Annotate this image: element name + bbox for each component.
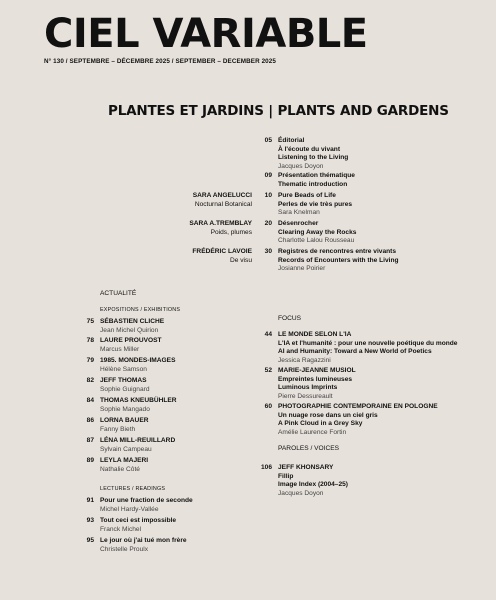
page-number: 91: [86, 497, 94, 504]
page-number: 60: [264, 403, 272, 410]
entry-subtitle: Thematic introduction: [278, 180, 348, 188]
entry-author: Josianne Poirier: [278, 265, 326, 273]
entry-subtitle: Listening to the Living: [278, 154, 349, 162]
entry-subtitle: AI and Humanity: Toward a New World of Poetics: [278, 348, 432, 356]
entry-subtitle: Image Index (2004–25): [278, 481, 349, 489]
entry-author: Amélie Laurence Fortin: [278, 428, 347, 436]
entry-author: Sara Knelman: [278, 209, 320, 217]
entry-author: Christelle Proulx: [100, 545, 149, 553]
entry-title: Le jour où j'ai tué mon frère: [100, 537, 187, 544]
entry-subtitle: Un nuage rose dans un ciel gris: [278, 411, 378, 419]
subsection-label: EXPOSITIONS / EXHIBITIONS: [100, 307, 181, 313]
page-number: 20: [264, 220, 272, 227]
entry-title: LORNA BAUER: [100, 417, 149, 424]
entry-title: Tout ceci est impossible: [100, 517, 177, 524]
entry-title: LEYLA MAJERI: [100, 457, 149, 464]
section-heading: FOCUS: [278, 315, 302, 322]
page-number: 84: [86, 397, 94, 404]
entry-author: Hélène Samson: [100, 365, 147, 373]
entry-author: Jacques Doyon: [278, 489, 324, 497]
entry-title: Éditorial: [278, 137, 305, 144]
entry-author: Jessica Ragazzini: [278, 356, 331, 364]
page-number: 95: [86, 537, 94, 544]
entry-author: Michel Hardy-Vallée: [100, 505, 159, 513]
entry-title: Présentation thématique: [278, 172, 355, 179]
page-number: 52: [264, 367, 272, 374]
entry-author: Jacques Doyon: [278, 162, 324, 170]
author-name: SARA ANGELUCCI: [192, 192, 252, 199]
entry-subtitle: Fillip: [278, 472, 294, 480]
feature-author-block: [132, 248, 252, 265]
page-number: 09: [264, 172, 272, 179]
page-number: 106: [260, 464, 272, 471]
page-number: 78: [86, 337, 94, 344]
entry-subtitle: Perles de vie très pures: [278, 200, 353, 208]
page-number: 75: [86, 318, 94, 325]
page-number: 86: [86, 417, 94, 424]
entry-subtitle: Luminous Imprints: [278, 384, 338, 392]
page-number: 10: [264, 192, 272, 199]
page-number: 30: [264, 248, 272, 255]
entry-author: Marcus Miller: [100, 345, 140, 353]
entry-subtitle: L'IA et l'humanité : pour une nouvelle poétique du monde: [278, 339, 458, 347]
entry-subtitle: A Pink Cloud in a Grey Sky: [278, 420, 363, 428]
author-work: De visu: [230, 256, 252, 264]
entry-title: PHOTOGRAPHIE CONTEMPORAINE EN POLOGNE: [278, 403, 438, 410]
theme-title: PLANTES ET JARDINS | PLANTS AND GARDENS: [108, 103, 449, 119]
entry-title: Pure Beads of Life: [278, 192, 336, 199]
page-number: 87: [86, 437, 94, 444]
entry-title: JEFF THOMAS: [100, 377, 147, 384]
entry-title: LAURE PROUVOST: [100, 337, 162, 344]
entry-title: Désenrocher: [278, 220, 319, 227]
page-number: 93: [86, 517, 94, 524]
entry-author: Fanny Bieth: [100, 425, 136, 433]
entry-subtitle: Empreintes lumineuses: [278, 375, 353, 383]
entry-title: LÉNA MILL-REUILLARD: [100, 437, 176, 444]
section-heading: ACTUALITÉ: [100, 290, 137, 297]
section-heading: PAROLES / VOICES: [278, 445, 340, 452]
magazine-logo: CIEL VARIABLE: [44, 11, 368, 57]
page-number: 44: [264, 331, 272, 338]
author-name: SARA A.TREMBLAY: [189, 220, 252, 227]
feature-author-block: [132, 192, 252, 209]
entry-title: THOMAS KNEUBÜHLER: [100, 397, 177, 404]
page-number: 79: [86, 357, 94, 364]
entry-subtitle: Clearing Away the Rocks: [278, 228, 357, 236]
author-work: Nocturnal Botanical: [194, 200, 252, 208]
page-number: 82: [86, 377, 94, 384]
entry-title: SÉBASTIEN CLICHE: [100, 318, 165, 325]
subsection-label: LECTURES / READINGS: [100, 486, 166, 492]
entry-title: 1985. MONDES-IMAGES: [100, 357, 176, 364]
entry-title: JEFF KHONSARY: [278, 464, 334, 471]
entry-subtitle: Records of Encounters with the Living: [278, 256, 399, 264]
entry-title: MARIE-JEANNE MUSIOL: [278, 367, 356, 374]
entry-author: Sylvain Campeau: [100, 445, 152, 453]
author-work: Poids, plumes: [210, 228, 252, 236]
entry-author: Pierre Dessureault: [278, 392, 333, 400]
page-number: 89: [86, 457, 94, 464]
entry-title: Registres de rencontres entre vivants: [278, 248, 397, 255]
issue-line: N° 130 / SEPTEMBRE – DÉCEMBRE 2025 / SEPTEMBER – DECEMBER 2025: [44, 58, 276, 65]
entry-author: Jean Michel Quirion: [100, 326, 159, 334]
entry-title: Pour une fraction de seconde: [100, 497, 193, 504]
entry-author: Sophie Guignard: [100, 385, 150, 393]
entry-author: Nathalie Côté: [100, 465, 140, 473]
author-name: FRÉDÉRIC LAVOIE: [192, 248, 252, 255]
feature-author-block: [132, 220, 252, 237]
entry-author: Charlotte Lalou Rousseau: [278, 237, 355, 245]
entry-author: Sophie Mangado: [100, 405, 150, 413]
entry-title: LE MONDE SELON L'IA: [278, 331, 352, 338]
page-number: 05: [264, 137, 272, 144]
entry-subtitle: À l'écoute du vivant: [278, 145, 341, 153]
entry-author: Franck Michel: [100, 525, 142, 533]
